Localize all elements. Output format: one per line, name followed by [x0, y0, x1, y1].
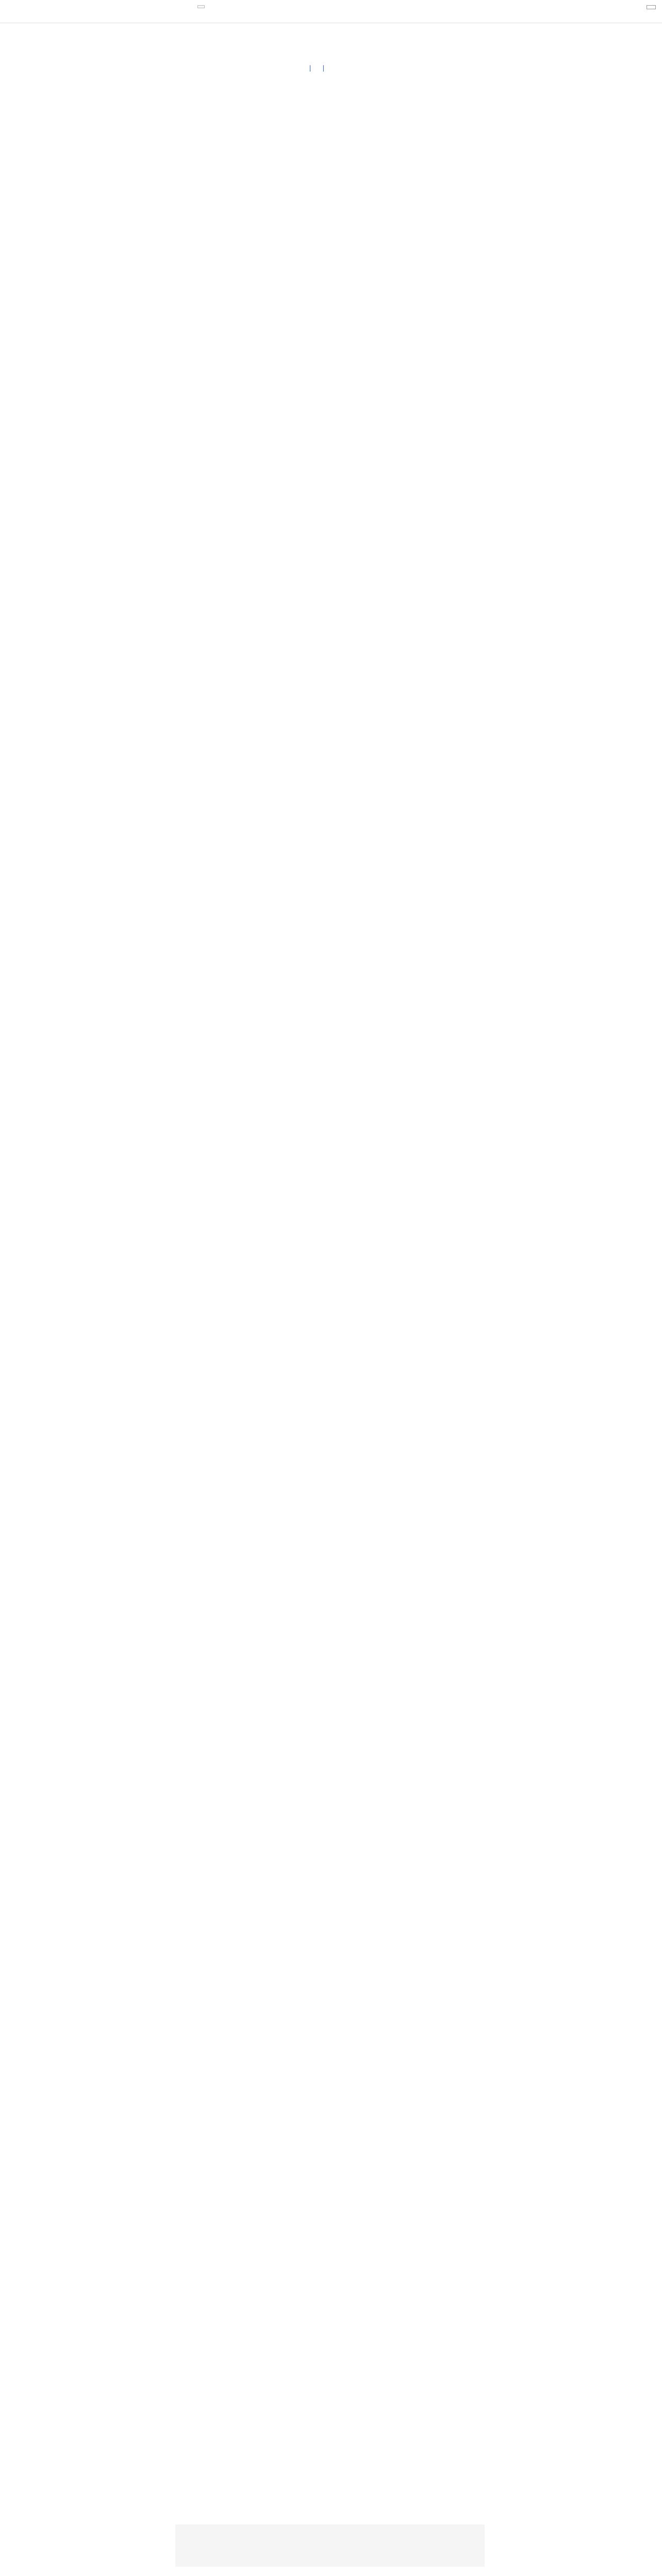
episode-pager-top: | |	[309, 64, 325, 72]
header-nav	[150, 5, 205, 8]
novel-content	[150, 31, 485, 90]
register-button[interactable]	[647, 5, 656, 9]
top-bar	[0, 0, 662, 23]
bookmark-add-button[interactable]	[197, 5, 205, 8]
rating-box	[175, 2524, 485, 2567]
series-info	[150, 38, 485, 45]
